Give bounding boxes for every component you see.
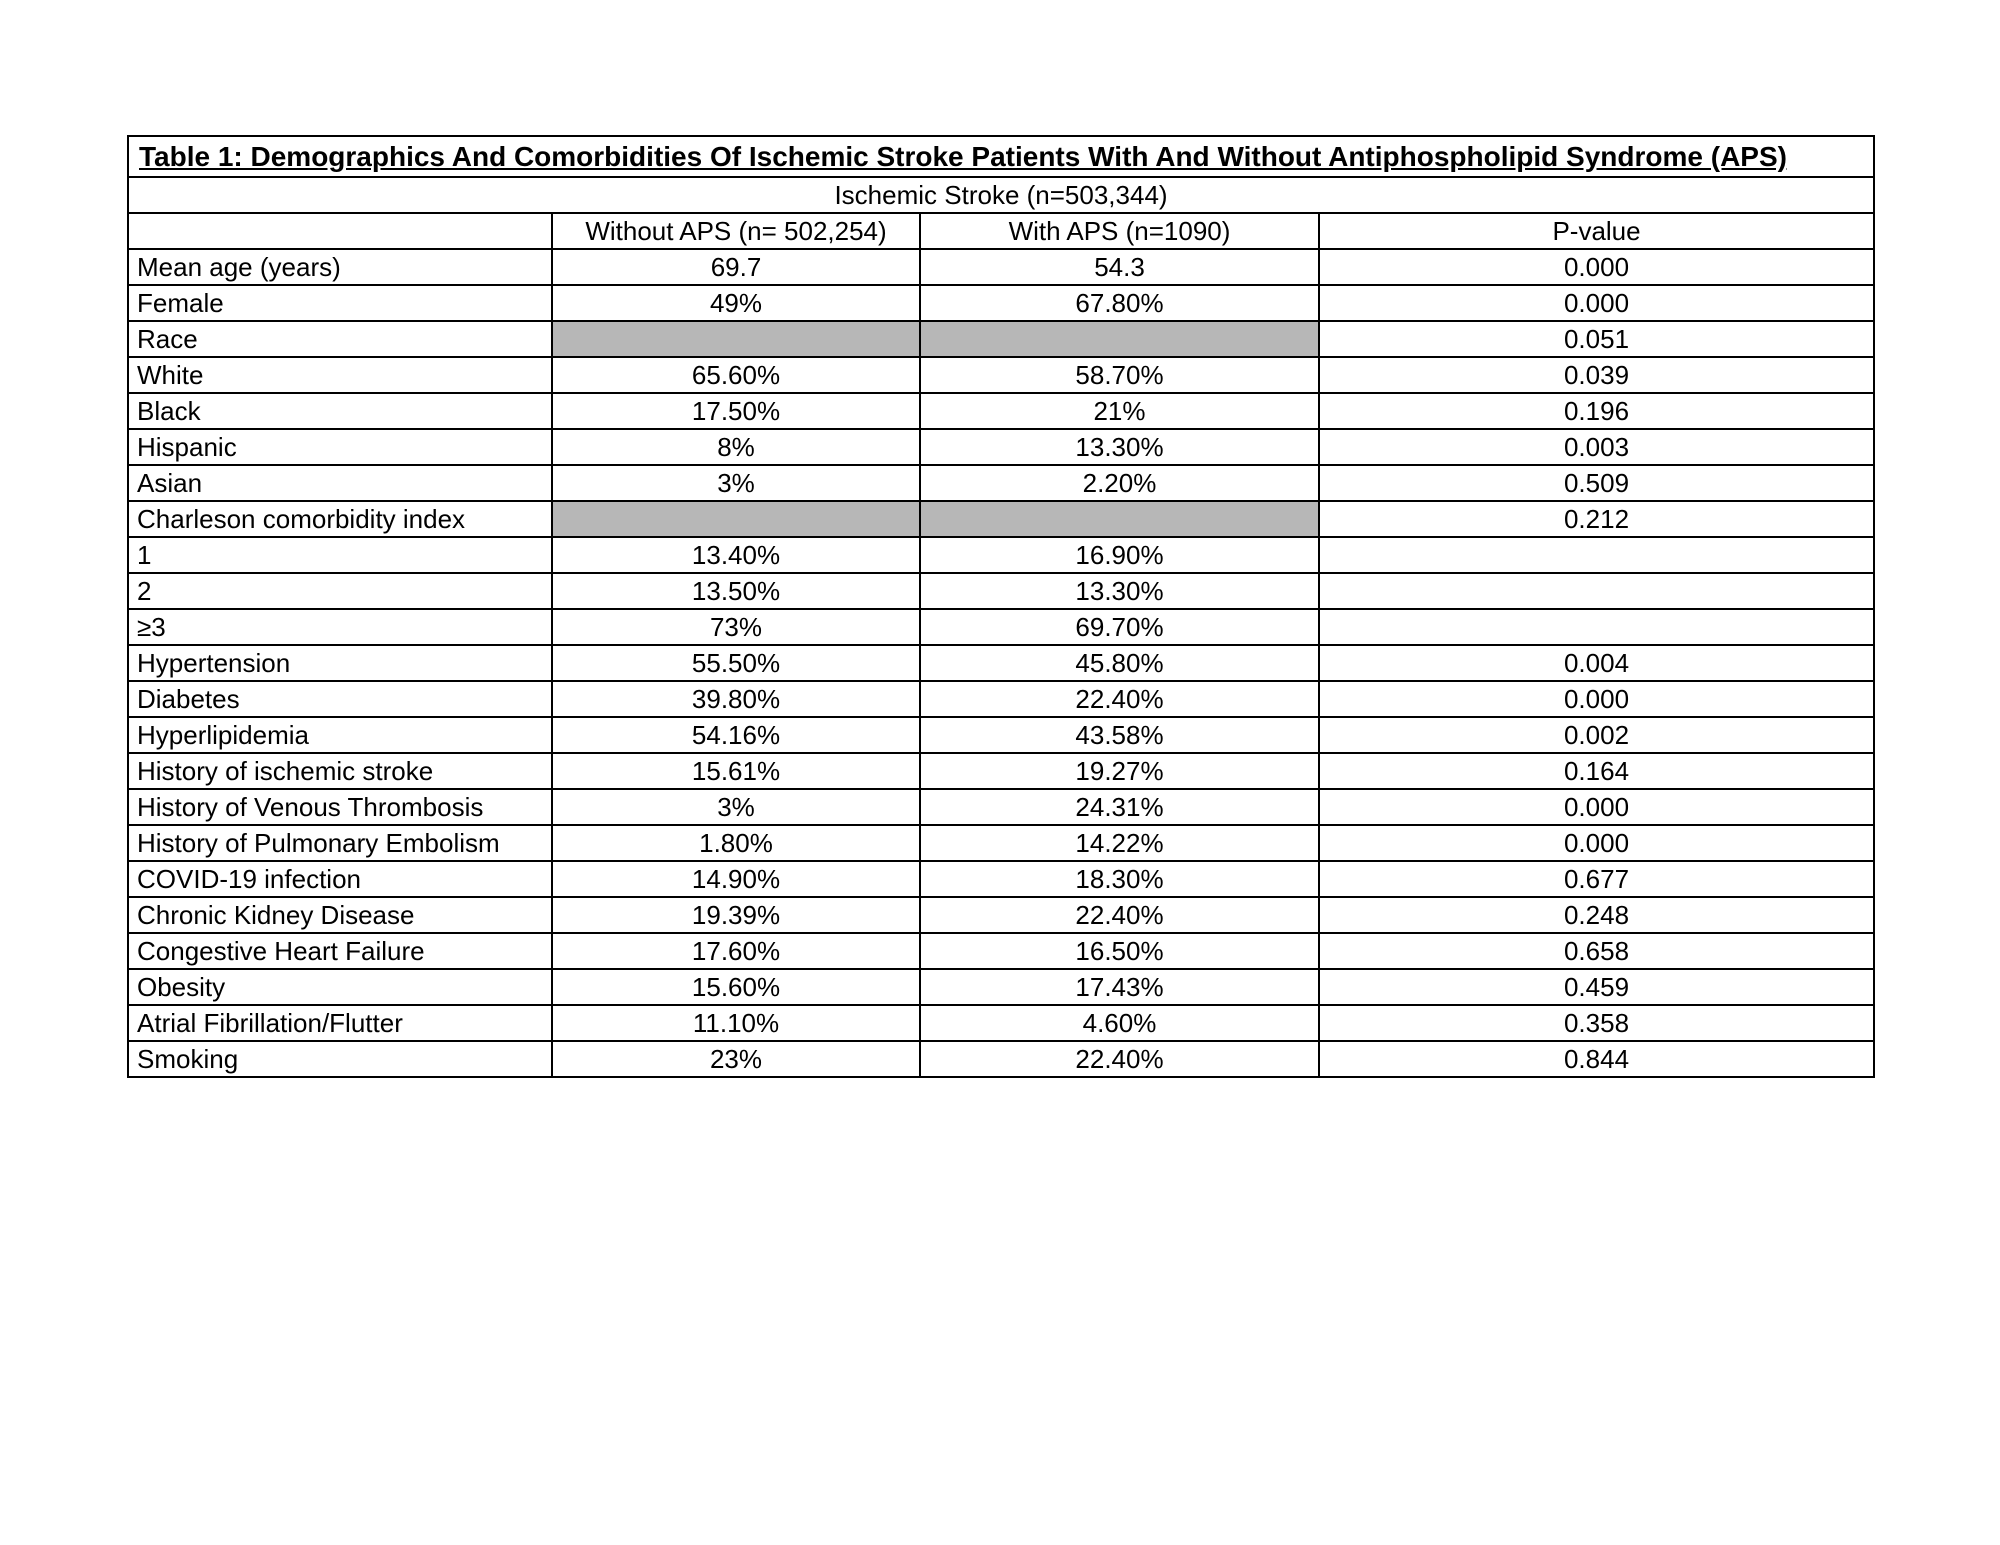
p-value-cell: 0.000 <box>1319 285 1874 321</box>
table-row <box>128 861 1874 897</box>
p-value-cell: 0.051 <box>1319 321 1874 357</box>
without-aps-cell: 23% <box>552 1041 920 1077</box>
with-aps-cell: 19.27% <box>920 753 1319 789</box>
with-aps-cell: 13.30% <box>920 429 1319 465</box>
row-label-cell: Atrial Fibrillation/Flutter <box>128 1005 552 1041</box>
p-value-cell: 0.212 <box>1319 501 1874 537</box>
with-aps-cell: 67.80% <box>920 285 1319 321</box>
without-aps-cell: 15.60% <box>552 969 920 1005</box>
table-row <box>128 1005 1874 1041</box>
without-aps-cell: 73% <box>552 609 920 645</box>
without-aps-cell: 54.16% <box>552 717 920 753</box>
table-row <box>128 465 1874 501</box>
with-aps-cell: 17.43% <box>920 969 1319 1005</box>
table-row <box>128 429 1874 465</box>
with-aps-cell: 14.22% <box>920 825 1319 861</box>
row-label-cell: Hispanic <box>128 429 552 465</box>
row-label-cell: White <box>128 357 552 393</box>
table-title: Table 1: Demographics And Comorbidities Of Ischemic Stroke Patients With And Without Antiphospholipid Syndrome (APS) <box>128 136 1874 177</box>
table-row <box>128 789 1874 825</box>
row-label-cell: Hyperlipidemia <box>128 717 552 753</box>
row-label-cell: Congestive Heart Failure <box>128 933 552 969</box>
without-aps-cell <box>552 321 920 357</box>
without-aps-cell: 17.50% <box>552 393 920 429</box>
row-label-cell: Female <box>128 285 552 321</box>
p-value-cell <box>1319 573 1874 609</box>
with-aps-cell: 16.90% <box>920 537 1319 573</box>
p-value-cell <box>1319 609 1874 645</box>
col-header-blank <box>128 213 552 249</box>
p-value-cell: 0.002 <box>1319 717 1874 753</box>
table-row <box>128 681 1874 717</box>
table-row <box>128 573 1874 609</box>
col-header-p-value: P-value <box>1319 213 1874 249</box>
p-value-cell: 0.000 <box>1319 825 1874 861</box>
table-row <box>128 609 1874 645</box>
col-header-without-aps: Without APS (n= 502,254) <box>552 213 920 249</box>
table-row <box>128 645 1874 681</box>
with-aps-cell: 21% <box>920 393 1319 429</box>
p-value-cell: 0.196 <box>1319 393 1874 429</box>
row-label-cell: Asian <box>128 465 552 501</box>
with-aps-cell <box>920 321 1319 357</box>
row-label-cell: Smoking <box>128 1041 552 1077</box>
with-aps-cell: 4.60% <box>920 1005 1319 1041</box>
with-aps-cell <box>920 501 1319 537</box>
without-aps-cell <box>552 501 920 537</box>
p-value-cell: 0.248 <box>1319 897 1874 933</box>
p-value-cell <box>1319 537 1874 573</box>
without-aps-cell: 3% <box>552 789 920 825</box>
row-label-cell: History of Pulmonary Embolism <box>128 825 552 861</box>
p-value-cell: 0.039 <box>1319 357 1874 393</box>
row-label-cell: Charleson comorbidity index <box>128 501 552 537</box>
table-row <box>128 321 1874 357</box>
without-aps-cell: 69.7 <box>552 249 920 285</box>
with-aps-cell: 45.80% <box>920 645 1319 681</box>
p-value-cell: 0.358 <box>1319 1005 1874 1041</box>
without-aps-cell: 13.40% <box>552 537 920 573</box>
without-aps-cell: 11.10% <box>552 1005 920 1041</box>
row-label-cell: Hypertension <box>128 645 552 681</box>
without-aps-cell: 14.90% <box>552 861 920 897</box>
p-value-cell: 0.844 <box>1319 1041 1874 1077</box>
row-label-cell: Black <box>128 393 552 429</box>
p-value-cell: 0.677 <box>1319 861 1874 897</box>
with-aps-cell: 22.40% <box>920 681 1319 717</box>
table-row <box>128 249 1874 285</box>
without-aps-cell: 65.60% <box>552 357 920 393</box>
row-label-cell: Mean age (years) <box>128 249 552 285</box>
table-subtitle-row <box>128 177 1874 213</box>
table-row <box>128 1041 1874 1077</box>
with-aps-cell: 13.30% <box>920 573 1319 609</box>
row-label-cell: Diabetes <box>128 681 552 717</box>
without-aps-cell: 17.60% <box>552 933 920 969</box>
table-row <box>128 969 1874 1005</box>
table-row <box>128 717 1874 753</box>
row-label-cell: Chronic Kidney Disease <box>128 897 552 933</box>
table-row <box>128 825 1874 861</box>
with-aps-cell: 2.20% <box>920 465 1319 501</box>
table-title-row <box>128 136 1874 177</box>
row-label-cell: Obesity <box>128 969 552 1005</box>
without-aps-cell: 13.50% <box>552 573 920 609</box>
table-row <box>128 897 1874 933</box>
without-aps-cell: 1.80% <box>552 825 920 861</box>
p-value-cell: 0.164 <box>1319 753 1874 789</box>
with-aps-cell: 16.50% <box>920 933 1319 969</box>
table-body <box>128 249 1874 1077</box>
with-aps-cell: 43.58% <box>920 717 1319 753</box>
row-label-cell: 1 <box>128 537 552 573</box>
row-label-cell: 2 <box>128 573 552 609</box>
table-row <box>128 501 1874 537</box>
row-label-cell: History of Venous Thrombosis <box>128 789 552 825</box>
row-label-cell: History of ischemic stroke <box>128 753 552 789</box>
table-row <box>128 933 1874 969</box>
table-header-row <box>128 213 1874 249</box>
p-value-cell: 0.000 <box>1319 249 1874 285</box>
col-header-with-aps: With APS (n=1090) <box>920 213 1319 249</box>
without-aps-cell: 8% <box>552 429 920 465</box>
with-aps-cell: 18.30% <box>920 861 1319 897</box>
without-aps-cell: 19.39% <box>552 897 920 933</box>
table-row <box>128 285 1874 321</box>
with-aps-cell: 69.70% <box>920 609 1319 645</box>
with-aps-cell: 54.3 <box>920 249 1319 285</box>
with-aps-cell: 24.31% <box>920 789 1319 825</box>
p-value-cell: 0.000 <box>1319 681 1874 717</box>
row-label-cell: Race <box>128 321 552 357</box>
table-row <box>128 753 1874 789</box>
table-subtitle: Ischemic Stroke (n=503,344) <box>128 177 1874 213</box>
without-aps-cell: 3% <box>552 465 920 501</box>
demographics-table <box>127 135 1875 1078</box>
row-label-cell: ≥3 <box>128 609 552 645</box>
p-value-cell: 0.509 <box>1319 465 1874 501</box>
without-aps-cell: 55.50% <box>552 645 920 681</box>
without-aps-cell: 39.80% <box>552 681 920 717</box>
p-value-cell: 0.000 <box>1319 789 1874 825</box>
p-value-cell: 0.003 <box>1319 429 1874 465</box>
with-aps-cell: 58.70% <box>920 357 1319 393</box>
table-row <box>128 357 1874 393</box>
with-aps-cell: 22.40% <box>920 897 1319 933</box>
p-value-cell: 0.658 <box>1319 933 1874 969</box>
row-label-cell: COVID-19 infection <box>128 861 552 897</box>
p-value-cell: 0.004 <box>1319 645 1874 681</box>
without-aps-cell: 15.61% <box>552 753 920 789</box>
table-row <box>128 537 1874 573</box>
with-aps-cell: 22.40% <box>920 1041 1319 1077</box>
p-value-cell: 0.459 <box>1319 969 1874 1005</box>
without-aps-cell: 49% <box>552 285 920 321</box>
table-row <box>128 393 1874 429</box>
